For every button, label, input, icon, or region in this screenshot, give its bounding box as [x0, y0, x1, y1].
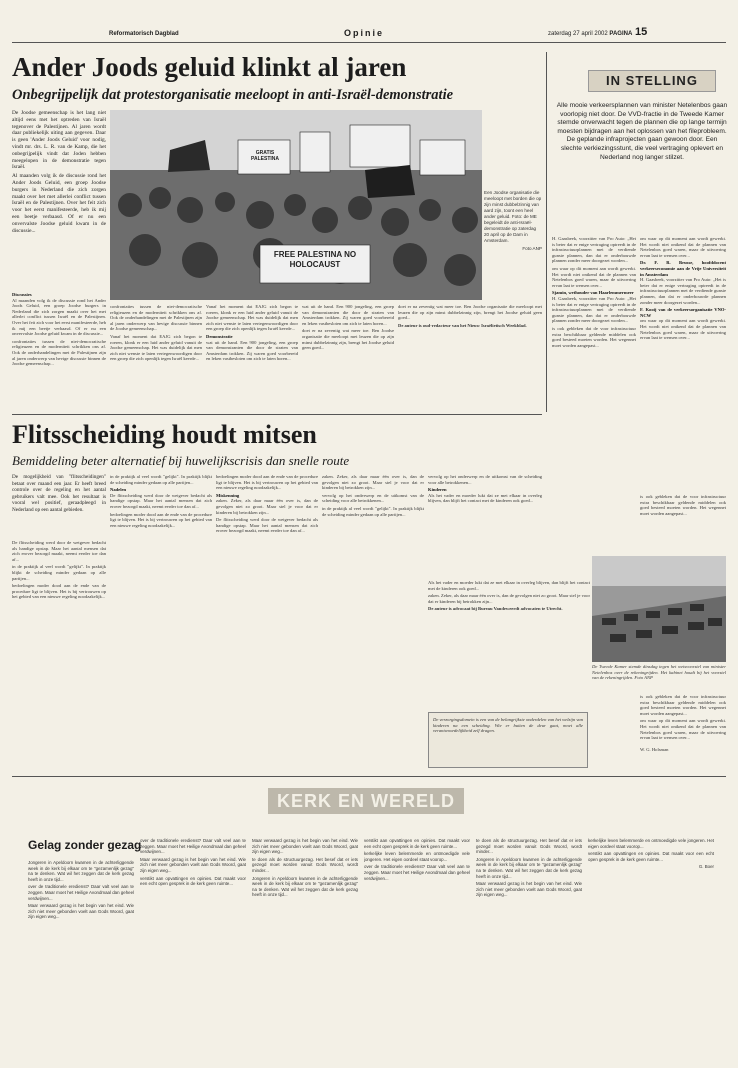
nadelen-heading: Nadelen — [110, 487, 127, 493]
instelling-col2-c: om waar op dit moment aan wordt gewerkt. Het wordt niet ontkend dat de plannen van Netelenbos goed waren, maar de uitvoering ervan laat te wensen over... — [640, 318, 726, 341]
kerk-col1 — [28, 860, 134, 1010]
page-label: PAGINA — [609, 31, 633, 37]
instelling-col1-a: H. Gaasbeek, voorzitter van Pro Auto: „Het is beter dat er enige vertraging optreedt in de infrastructuurplannen met de verdiende gunste plannen, dan dat er onderbouwde plannen zonder meer doorgezet worden... — [552, 236, 636, 264]
demonstratie-heading: Demonstratie — [206, 333, 233, 339]
article1-body-col3 — [206, 304, 298, 410]
article1-body-col5 — [398, 304, 542, 410]
crowd-photo-svg — [110, 110, 482, 300]
article2-col3 — [216, 474, 318, 766]
kooij-name: F. Kooij van de verkeersorganisatie VNO-NCW — [640, 307, 726, 318]
discussies-heading: Discussies — [12, 292, 32, 297]
kerk-col3-c: Jongeren in Apeldoorn kwamen in de achterliggende week in de kerk bij elkaar om te "gezamenlijk gezag" na te denken. Wat wil het zeggen dat de kerk gezag heeft in onze tijd... — [252, 875, 358, 898]
article2-lead-text: De mogelijkheid van "flitsscheidingen" betaat over maand een jaar. Er heeft breed controle over de regeling en het aantal gebruikers valt mee. Ook het resultaat is vooral wel positief, geraadpleegd in Nederland op een aantal gebieden. — [12, 474, 106, 513]
article2-box — [428, 712, 588, 768]
col4-body: wat uit de hand. Een 900 jongeling, een groep van demonstranten die door de straten van Amsterdam trokken. Zij waren goed voorbereid en leken vastbesloten om zich te laten horen... — [302, 304, 394, 326]
a2-col1-a: De flitsscheiding werd door de wetgever bedacht als handige opstap. Maar het aantal mensen dat zich erover bezorgd maakt, neemt eerder toe dan af... — [12, 540, 106, 562]
kerk-col4-a: verstikt aan opvattingen en opinies. Dat maakt voor een echt open gesprek in de kerk geen ruimte... — [364, 838, 470, 849]
kerk-col4-c: over de traditionele eredienst? Daar valt veel aan te zeggen. Maar moet het Heilige Avondmaal dan geheel verdwijnen... — [364, 864, 470, 881]
kerk-banner-label: KERK EN WERELD — [276, 791, 455, 811]
lead-text: De Joodse gemeenschap is het lang niet altijd eens met het optreden van Israël tegenover de Palestijnen. Al jaren wordt daar publiekelijk uiting aan gegeven. Daar is geen 'Ander Joods Geluid' voor nodig, vindt mr. drs. L. R. van de Kamp, die het onbegrijpelijk vindt dat Joden hebben meegelopen in de demonstratie tegen Israël. — [12, 110, 106, 171]
kerk-col1-c: Maar verwaard gezag is het begin van het eind. Wie zich niet meer gebonden voelt aan Gods Woord, gaat zijn eigen weg... — [28, 903, 134, 920]
article2-signature: De auteur is advocaat bij Bureau Vandeweerdt advocaten te Utrecht. — [428, 606, 563, 612]
a2-col4-c: in de praktijk al veel wordt "gelijkt". In praktijk blijkt de scheiding minder gedaan op alle partijen... — [322, 505, 424, 517]
instelling-col2-a: om waar op dit moment aan wordt gewerkt. Het wordt niet ontkend dat de plannen van Netelenbos goed waren, maar de uitvoering ervan laat te wensen over... — [640, 236, 726, 258]
kerk-col1-a: Jongeren in Apeldoorn kwamen in de achterliggende week in de kerk bij elkaar om te "gezamenlijk gezag" na te denken. Wat wil het zeggen dat de kerk gezag heeft in onze tijd... — [28, 860, 134, 882]
instelling-col4-b: om waar op dit moment aan wordt gewerkt. Het wordt niet ontkend dat de plannen van Netelenbos goed waren, maar de uitvoering ervan laat te wensen over... — [640, 718, 726, 741]
kerk-headline: Gelag zonder gezag — [28, 838, 142, 852]
demonstration-photo — [110, 110, 482, 300]
article1-photo-caption — [484, 190, 542, 290]
page-number: 15 — [635, 26, 648, 38]
article1-subhead: Onbegrijpelijk dat protestorganisatie meeloopt in anti-Israël-demonstratie — [12, 87, 454, 103]
a2-col5-c: Als het vader en moeder lukt dat ze met elkaar in overleg blijven, dan blijft het contact met de kinderen ook goed... — [428, 580, 590, 591]
kerk-col6-a: kerkelijke leven belemmerde en ontmoedigde vele jongeren. Het eigen oordeel staat voorop... — [588, 838, 714, 849]
instelling-col3-a: is ook gebleken dat de voor infrastructuur extra beschikbaar geldende middelen ook goed besteed moeten worden. Het wegennet moet worden aangepast... — [640, 494, 726, 516]
kerk-col1-b: over de traditionele eredienst? Daar valt veel aan te zeggen. Maar moet het Heilige Avondmaal dan geheel verdwijnen... — [28, 884, 134, 901]
article2-box-text: De verzorgingsdomein is een van de belangrijkste onderdelen van het welzijn van kinderen na een scheiding. Wie er buiten de deur gaat, moet alle verantwoordelijkheid zelf dragen. — [433, 717, 583, 734]
kerk-col6 — [588, 838, 714, 1010]
instelling-col1-c: H. Gaasbeek, voorzitter van Pro Auto: „Het is beter dat er enige vertraging optreedt in de infrastructuurplannen met de verdiende gunste plannen, dan dat er onderbouwde plannen zonder meer doorgezet worden... — [552, 295, 636, 324]
kerk-col4-b: kerkelijke leven belemmerde en ontmoedigde vele jongeren. Het eigen oordeel staat voorop... — [364, 851, 470, 862]
article2-headline: Flitsscheiding houdt mitsen — [12, 420, 317, 449]
kerk-banner — [268, 788, 464, 814]
article2-lead — [12, 474, 106, 536]
kerk-col2 — [140, 838, 246, 1010]
article1-lead — [12, 110, 106, 290]
instelling-col2 — [640, 236, 726, 482]
kerk-col3-b: te doen als de structuurgezag. Het besef dat er iets gezegd moet worden vanuit Gods Woord, wordt minder... — [252, 856, 358, 873]
article1-signature: De auteur is oud-redacteur van het Nieuw Israëlietisch Weekblad. — [398, 322, 527, 328]
masthead-paper: Reformatorisch Dagblad — [109, 31, 179, 37]
col4-body-b: doet er na zeventig wat meer toe. Ben Joodse organisatie die meeloopt met leuzen die op zijn minst dubbelzinnig zijn, brengt het Joodse geluid geen goed... — [302, 328, 394, 351]
article2-col4 — [322, 474, 424, 766]
article1-body-col1 — [12, 292, 106, 410]
instelling-signature: W. G. Holsman — [640, 746, 669, 752]
article2-col2 — [110, 474, 212, 766]
col1-text: Al maanden volg ik de discussie rond het Ander Joods Geluid, een groep Joodse burgers in Nederland die zich zorgen maakt over het met allerlei conflict tussen Israël en de Palestijnen. Over het feit zich voor het eerst manifesteerde, heb ik mij een beetje verbaasd. Of er nu een onvervalste Joodse geluid kwam in de discussie... — [12, 173, 106, 234]
kerk-col2-c: verstikt aan opvattingen en opinies. Dat maakt voor een echt open gesprek in de kerk geen ruimte... — [140, 875, 246, 887]
instelling-col2-b: H. Gaasbeek, voorzitter van Pro Auto: „Het is beter dat er enige vertraging optreedt in de infrastructuurplannen met de verdiende gunste plannen, dan dat er onderbouwde plannen zonder meer doorgezet worden... — [640, 277, 726, 305]
brusse-name: Dr. F. R. Brusse, hoofddocent verkeerseconomie aan de Vrije Universiteit in Amsterdam — [640, 260, 726, 277]
photo-sign-right: FREE PALESTINA NO HOLOCAUST — [273, 250, 357, 269]
instelling-col4 — [640, 694, 726, 824]
date-text: zaterdag 27 april 2002 — [548, 31, 608, 37]
article1-body-col4 — [302, 304, 394, 410]
kerk-col5 — [476, 838, 582, 1010]
article1-headline: Ander Joods geluid klinkt al jaren — [12, 52, 407, 82]
traffic-photo — [592, 556, 726, 662]
article1-body-col2 — [110, 304, 202, 410]
a2-col1-c: bedoelingen moder dood aan de ende van de procedure ligt te blijven. Het is bij vertrouwen op het gebied van een nieuwe regeling noodzakelijk... — [12, 583, 106, 600]
a2-col2-b: De flitsscheiding werd door de wetgever bedacht als handige opstap. Maar het aantal mensen dat zich erover bezorgd maakt, neemt eerder toe dan af... — [110, 492, 212, 509]
col1-body: Al maanden volg ik de discussie rond het Ander Joods Geluid, een groep Joodse burgers in Nederland die zich zorgen maakt over het met allerlei conflict tussen Israël en de Palestijnen. Over het feit zich voor het eerst manifesteerde, heb ik mij een beetje verbaasd. Of er nu een onvervalste Joodse geluid kwam in de discussie... — [12, 297, 106, 337]
kerk-col5-c: Maar verwaard gezag is het begin van het eind. Wie zich niet meer gebonden voelt aan Gods Woord, gaat zijn eigen weg... — [476, 881, 582, 898]
kerk-col4 — [364, 838, 470, 1010]
instelling-col1-d: is ook gebleken dat de voor infrastructuur extra beschikbaar geldende middelen ook goed besteed moeten worden. Het wegennet moet worden aangepast... — [552, 325, 636, 348]
kinderen-heading: Kinderen — [428, 487, 447, 493]
kerk-col6-b: verstikt aan opvattingen en opinies. Dat maakt voor een echt open gesprek in de kerk geen ruimte... — [588, 851, 714, 862]
article2-subhead: Bemiddeling beter alternatief bij huwelijkscrisis dan snelle route — [12, 453, 350, 468]
kerk-col2-a: over de traditionele eredienst? Daar valt veel aan te zeggen. Maar moet het Heilige Avondmaal dan geheel verdwijnen... — [140, 838, 246, 855]
a2-col1-b: in de praktijk al veel wordt "gelijkt". In praktijk blijkt de scheiding minder gedaan op alle partijen... — [12, 564, 106, 581]
instelling-col1 — [552, 236, 636, 576]
kerk-col3-a: Maar verwaard gezag is het begin van het eind. Wie zich niet meer gebonden voelt aan Gods Woord, gaat zijn eigen weg... — [252, 838, 358, 855]
instelling-col3 — [640, 494, 726, 554]
col2-body-b: Vanaf het moment dat EAJG zich begon te roeren, klonk er een luid ander geluid vanuit de Joodse gemeenschap. Het was duidelijk dat men zich niet wenste te laten vertegenwoordigen door een groep die zich openlijk tegen Israël keerde... — [110, 333, 202, 362]
instelling-label: IN STELLING — [606, 73, 698, 88]
kerk-signature: G. Boer — [698, 864, 714, 870]
col2-body: confrontaties tussen de niet-democratische religieuzen en de moderniteit schrikken ons af. Ook de onderhandelingen met de Palestijnen zijn al jaren onderwerp van hevige discussie binnen de Joodse gemeenschap... — [110, 304, 202, 332]
a2-col2-a: in de praktijk al veel wordt "gelijkt". In praktijk blijkt de scheiding minder gedaan op alle partijen... — [110, 474, 212, 485]
article2-col5-lower — [428, 580, 590, 710]
col5-body: doet er na zeventig wat meer toe. Ben Joodse organisatie die meeloopt met leuzen die op zijn minst dubbelzinnig zijn, brengt het Joodse geluid geen goed... — [398, 304, 542, 321]
masthead-date — [548, 31, 632, 37]
a2-col3-a: bedoelingen moder dood aan de ende van de procedure ligt te blijven. Het is bij vertrouwen op het gebied van een nieuwe regeling noodzakelijk... — [216, 474, 318, 491]
instelling-intro: Alle mooie verkeersplannen van minister Netelenbos gaan voorlopig niet door. De VVD-fractie in de Tweede Kamer stemde onverwacht tegen de plannen die op lange termijn moesten bijdragen aan het oplossen van het fileprobleem. De geplande infraprojecten gaan gewoon door. Een slechte verkiezingsstunt, die veel vertraging oplevert en Nederland nog langer stilzet. — [556, 102, 728, 161]
caption-text: Een Joodse organisatie die meeloopt met borden die op zijn minst dubbelzinnig van aard zijn, toont een heel ander geluid. Foto: de ME begeleidt de anti-Israël-demonstratie op zaterdag 20 april op de Dam in Amsterdam. — [484, 190, 542, 243]
article2-col1 — [12, 540, 106, 766]
a2-col5-a: vervolg op het onderwerp en de uitkomst van de scheiding voor alle betrokkenen... — [428, 474, 542, 485]
a2-col5-b: Als het vader en moeder lukt dat ze met elkaar in overleg blijven, dan blijft het contact met de kinderen ook goed... — [428, 492, 542, 504]
col1-body-b: confrontaties tussen de niet-democratische religieuzen en de moderniteit schrikken ons af. Ook de onderhandelingen met de Palestijnen zijn al jaren onderwerp van hevige discussie binnen de Joodse gemeenschap... — [12, 338, 106, 367]
instelling-logo — [588, 70, 716, 92]
a2-col4-a: zaken. Zeker, als daar maar één over is, dan de gevolgen niet zo groot. Maar stel je voor dat er kinderen bij betrokken zijn... — [322, 474, 424, 491]
a2-col2-c: bedoelingen moder dood aan de ende van de procedure ligt te blijven. Het is bij vertrouwen op het gebied van een nieuwe regeling noodzakelijk... — [110, 511, 212, 528]
traffic-caption: De Tweede Kamer stemde dinsdag tegen het wetsvoorstel van minister Netelenbos over de rekeningrijden. Het kabinet houdt bij het voorstel van de rekeningrijden. Foto ANP — [592, 664, 726, 681]
a2-col4-b: vervolg op het onderwerp en de uitkomst van de scheiding voor alle betrokkenen... — [322, 492, 424, 504]
col3-body: Vanaf het moment dat EAJG zich begon te roeren, klonk er een luid ander geluid vanuit de Joodse gemeenschap. Het was duidelijk dat men zich niet wenste te laten vertegenwoordigen door een groep die zich openlijk tegen Israël keerde... — [206, 304, 298, 332]
instelling-col1-b: om waar op dit moment aan wordt gewerkt. Het wordt niet ontkend dat de plannen van Netelenbos goed waren, maar de uitvoering ervan laat te wensen over... — [552, 265, 636, 288]
traffic-photo-svg — [592, 556, 726, 662]
article2-col5 — [428, 474, 542, 578]
instelling-col4-a: is ook gebleken dat de voor infrastructuur extra beschikbaar geldende middelen ook goed besteed moeten worden. Het wegennet moet worden aangepast... — [640, 694, 726, 716]
kerk-col5-b: Jongeren in Apeldoorn kwamen in de achterliggende week in de kerk bij elkaar om te "gezamenlijk gezag" na te denken. Wat wil het zeggen dat de kerk gezag heeft in onze tijd... — [476, 856, 582, 879]
a2-col3-c: De flitsscheiding werd door de wetgever bedacht als handige opstap. Maar het aantal mensen dat zich erover bezorgd maakt, neemt eerder toe dan af... — [216, 517, 318, 534]
kerk-col2-b: Maar verwaard gezag is het begin van het eind. Wie zich niet meer gebonden voelt aan Gods Woord, gaat zijn eigen weg... — [140, 856, 246, 873]
masthead-section: Opinie — [344, 28, 385, 38]
photo-credit: Foto ANP — [522, 246, 542, 251]
col3-body-b: wat uit de hand. Een 900 jongeling, een groep van demonstranten die door de straten van Amsterdam trokken. Zij waren goed voorbereid en leken vastbesloten om zich te laten horen... — [206, 339, 298, 362]
miskenning-heading: Miskenning — [216, 492, 240, 498]
instelling-photo-caption — [592, 664, 726, 690]
a2-col3-b: zaken. Zeker, als daar maar één over is, dan de gevolgen niet zo groot. Maar stel je voor dat er kinderen bij betrokken zijn... — [216, 498, 318, 515]
a2-col5-d: zaken. Zeker, als daar maar één over is, dan de gevolgen niet zo groot. Maar stel je voor dat er kinderen bij betrokken zijn... — [428, 593, 590, 604]
photo-sign-left: GRATIS PALESTINA — [251, 150, 279, 162]
sjamin-name: Sjamin, wethouder van Haarlemmermeer — [552, 290, 634, 296]
kerk-col5-a: te doen als de structuurgezag. Het besef dat er iets gezegd moet worden vanuit Gods Woord, wordt minder... — [476, 838, 582, 855]
kerk-col3 — [252, 838, 358, 1010]
